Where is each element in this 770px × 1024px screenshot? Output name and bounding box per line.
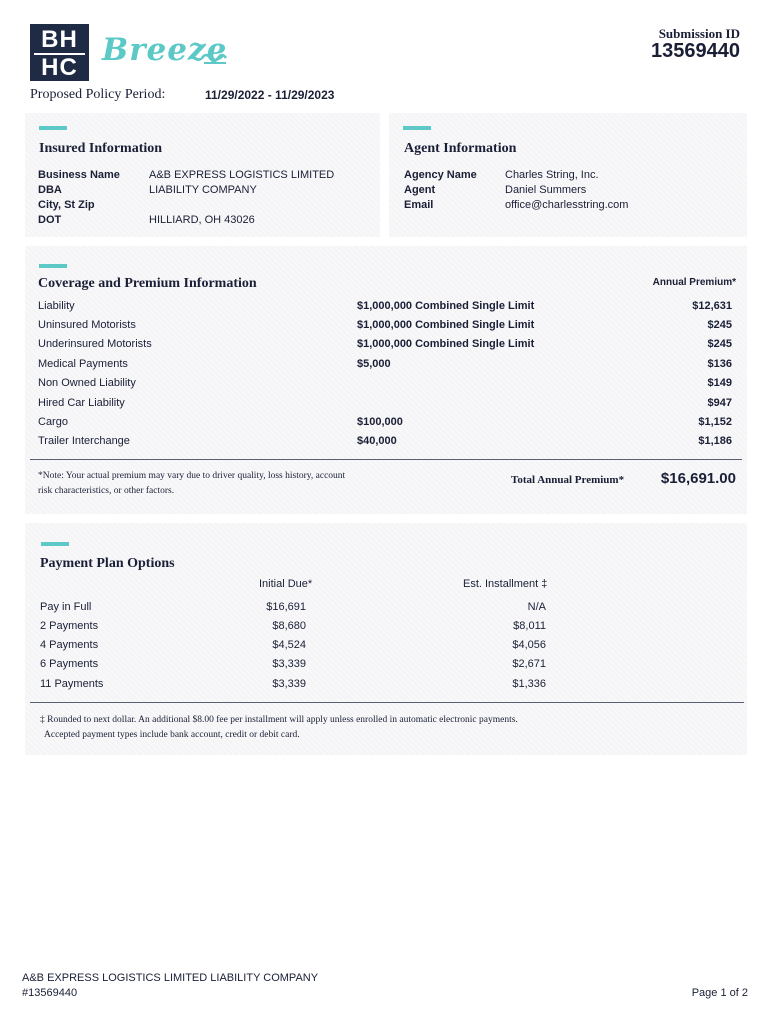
footer-company-name: A&B EXPRESS LOGISTICS LIMITED LIABILITY COMPANY [22, 972, 319, 984]
est-installment-header: Est. Installment ‡ [463, 578, 548, 590]
coverage-name: Trailer Interchange [38, 435, 130, 447]
divider [30, 459, 742, 460]
agent-values [505, 168, 628, 213]
coverage-name: Cargo [38, 416, 68, 428]
payment-initial-due: $3,339 [272, 678, 306, 690]
breeze-swirl-icon [200, 50, 230, 66]
payment-plan-name: 2 Payments [40, 620, 99, 632]
breeze-logo-text: Breeze [102, 32, 228, 68]
initial-due-header: Initial Due* [259, 578, 313, 590]
coverage-premium: $245 [707, 338, 732, 350]
payment-plan-name: Pay in Full [40, 601, 92, 613]
policy-period-value: 11/29/2022 - 11/29/2023 [205, 88, 335, 102]
coverage-name: Hired Car Liability [38, 397, 125, 409]
payment-row [40, 658, 546, 677]
logo-line-1: BH [41, 26, 78, 53]
business-name-line-2: LIABILITY COMPANY [149, 184, 257, 196]
coverage-row [38, 435, 732, 454]
accent-bar [39, 264, 67, 268]
payment-note-line-2: Accepted payment types include bank account, credit or debit card. [44, 730, 300, 740]
annual-premium-header: Annual Premium* [652, 277, 736, 288]
business-name-line-1: A&B EXPRESS LOGISTICS LIMITED [149, 169, 335, 181]
footer-company [22, 971, 318, 1001]
submission-id-label: Submission ID [658, 26, 740, 41]
agent-information-title: Agent Information [404, 141, 517, 156]
coverage-name: Uninsured Motorists [38, 319, 136, 331]
agent-information-card [389, 113, 747, 237]
coverage-title: Coverage and Premium Information [38, 276, 257, 291]
premium-note [38, 469, 345, 499]
city-st-zip-value: HILLIARD, OH 43026 [149, 214, 255, 226]
insured-values [149, 168, 334, 228]
payment-initial-due: $4,524 [272, 639, 306, 651]
payment-initial-due: $16,691 [266, 601, 306, 613]
submission-id-value: 13569440 [651, 40, 740, 62]
coverage-limit: $1,000,000 Combined Single Limit [357, 338, 535, 350]
coverage-premium: $12,631 [692, 300, 732, 312]
insured-information-title: Insured Information [39, 141, 163, 156]
premium-note-line-1: *Note: Your actual premium may vary due to driver quality, loss history, account [38, 471, 346, 481]
coverage-row [38, 377, 732, 396]
payment-plan-title: Payment Plan Options [40, 556, 175, 571]
coverage-premium: $245 [707, 319, 732, 331]
coverage-name: Underinsured Motorists [38, 338, 152, 350]
accent-bar [403, 126, 431, 130]
payment-row [40, 639, 546, 658]
payment-note-line-1: ‡ Rounded to next dollar. An additional $8.00 fee per installment will apply unless enrolled in automatic electronic payments. [40, 715, 518, 725]
premium-note-line-2: risk characteristics, or other factors. [38, 486, 175, 496]
label-dot: DOT [38, 214, 62, 226]
agency-name-value: Charles String, Inc. [505, 169, 599, 181]
payment-installment: $1,336 [512, 678, 546, 690]
payment-installment: N/A [527, 601, 546, 613]
logo-line-2: HC [34, 53, 85, 80]
payment-row [40, 601, 546, 620]
payment-plan-name: 6 Payments [40, 658, 99, 670]
insured-information-card [25, 113, 380, 237]
coverage-name: Medical Payments [38, 358, 128, 370]
label-agency-name: Agency Name [404, 169, 477, 181]
coverage-row [38, 358, 732, 377]
coverage-premium: $1,186 [698, 435, 732, 447]
divider [30, 702, 744, 703]
coverage-row [38, 338, 732, 357]
coverage-limit: $100,000 [357, 416, 403, 428]
coverage-premium: $136 [707, 358, 732, 370]
payment-installment: $2,671 [512, 658, 546, 670]
accent-bar [39, 126, 67, 130]
coverage-limit: $5,000 [357, 358, 391, 370]
policy-period-label: Proposed Policy Period: [30, 87, 166, 102]
agent-labels [404, 168, 477, 213]
total-annual-premium-value: $16,691.00 [660, 470, 736, 487]
coverage-row [38, 300, 732, 319]
insured-labels [38, 168, 120, 228]
agent-email-value: office@charlesstring.com [505, 199, 629, 211]
payment-installment: $8,011 [513, 620, 546, 632]
total-annual-premium-label: Total Annual Premium* [511, 474, 625, 486]
label-agent: Agent [404, 184, 436, 196]
coverage-row [38, 397, 732, 416]
coverage-name: Non Owned Liability [38, 377, 136, 389]
payment-plan-name: 11 Payments [40, 678, 104, 690]
coverage-premium: $1,152 [698, 416, 732, 428]
payment-initial-due: $8,680 [272, 620, 306, 632]
payment-row [40, 620, 546, 639]
label-dba: DBA [38, 184, 62, 196]
agent-name-value: Daniel Summers [505, 184, 587, 196]
coverage-limit: $1,000,000 Combined Single Limit [357, 300, 535, 312]
coverage-premium: $947 [707, 397, 732, 409]
coverage-name: Liability [38, 300, 75, 312]
coverage-row [38, 416, 732, 435]
footer-page-number: Page 1 of 2 [691, 987, 748, 999]
coverage-premium: $149 [707, 377, 732, 389]
bhhc-logo [30, 24, 89, 81]
payment-initial-due: $3,339 [272, 658, 306, 670]
payment-installment: $4,056 [512, 639, 546, 651]
label-business-name: Business Name [38, 169, 120, 181]
accent-bar [41, 542, 69, 546]
payment-row [40, 678, 546, 697]
coverage-row [38, 319, 732, 338]
coverage-limit: $1,000,000 Combined Single Limit [357, 319, 535, 331]
payment-note [40, 713, 518, 743]
label-city-st-zip: City, St Zip [38, 199, 95, 211]
payment-plan-name: 4 Payments [40, 639, 99, 651]
label-email: Email [404, 199, 434, 211]
footer-reference: #13569440 [22, 987, 78, 999]
coverage-limit: $40,000 [357, 435, 397, 447]
